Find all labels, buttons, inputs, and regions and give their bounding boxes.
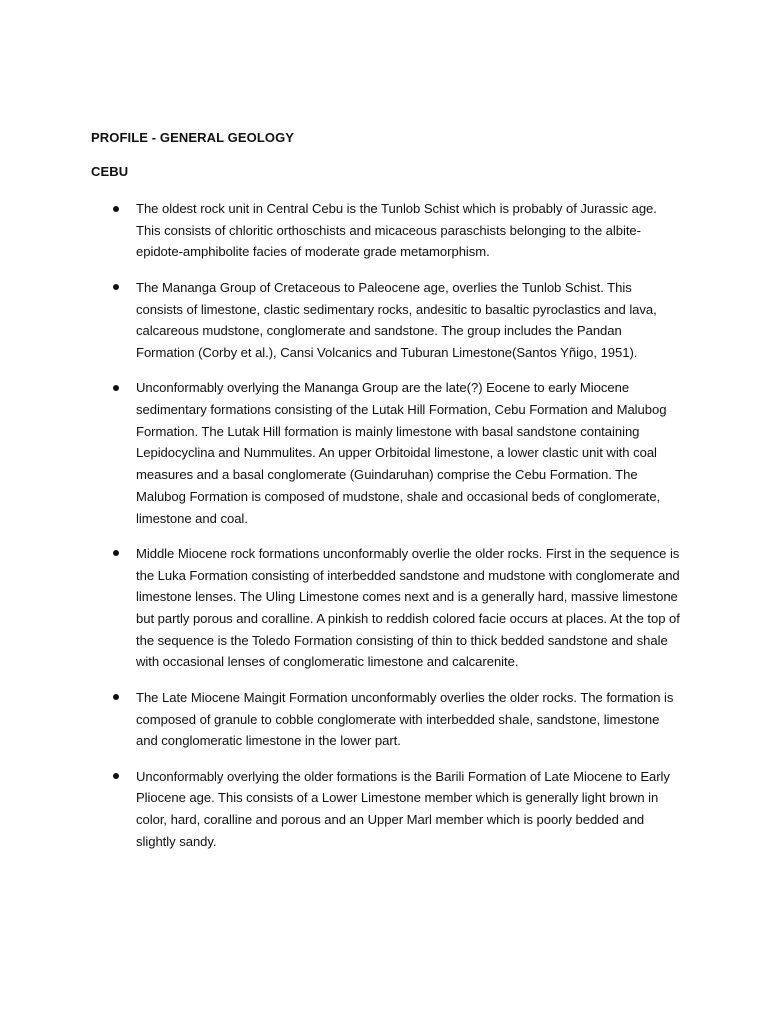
bullet-item xyxy=(0,543,768,673)
section-heading-cebu: CEBU xyxy=(91,164,129,179)
bullet-list xyxy=(0,198,768,866)
bullet-icon xyxy=(113,206,119,212)
bullet-item xyxy=(0,277,768,364)
bullet-text: The oldest rock unit in Central Cebu is the Tunlob Schist which is probably of Jurassic age. This consists of chloritic orthoschists and micaceous paraschists belonging to the albite-epidote-amphibolite facies of moderate grade metamorphism. xyxy=(136,201,657,260)
bullet-item xyxy=(0,766,768,853)
bullet-text: Unconformably overlying the older formations is the Barili Formation of Late Miocene to Early Pliocene age. This consists of a Lower Limestone member which is generally light brown in color, hard, coralline and porous and an Upper Marl member which is poorly bedded and slightly sandy. xyxy=(136,768,670,849)
bullet-icon xyxy=(113,694,119,700)
bullet-item xyxy=(0,198,768,263)
document-title: PROFILE - GENERAL GEOLOGY xyxy=(91,130,295,145)
bullet-icon xyxy=(113,284,119,290)
bullet-icon xyxy=(113,773,119,779)
bullet-item xyxy=(0,687,768,752)
bullet-text: The Mananga Group of Cretaceous to Paleocene age, overlies the Tunlob Schist. This consists of limestone, clastic sedimentary rocks, andesitic to basaltic pyroclastics and lava, calcareous mudstone, conglomerate and sandstone. The group includes the Pandan Formation (Corby et al.), Cansi Volcanics and Tuburan Limestone(Santos Yñigo, 1951). xyxy=(136,279,657,360)
bullet-icon xyxy=(113,385,119,391)
bullet-text: The Late Miocene Maingit Formation unconformably overlies the older rocks. The formation is composed of granule to cobble conglomerate with interbedded shale, sandstone, limestone and conglomeratic limestone in the lower part. xyxy=(136,689,674,749)
bullet-text: Middle Miocene rock formations unconformably overlie the older rocks. First in the sequence is the Luka Formation consisting of interbedded sandstone and mudstone with conglomerate and limestone lenses. The Uling Limestone comes next and is a generally hard, massive limestone but partly porous and coralline. A pinkish to reddish colored facie occurs at places. At the top of the sequence is the Toledo Formation consisting of thin to thick bedded sandstone and shale with occasional lenses of conglomeratic limestone and calcarenite. xyxy=(136,545,680,670)
bullet-icon xyxy=(113,550,119,556)
bullet-text: Unconformably overlying the Mananga Group are the late(?) Eocene to early Miocene sedimentary formations consisting of the Lutak Hill Formation, Cebu Formation and Malubog Formation. The Lutak Hill formation is mainly limestone with basal sandstone containing Lepidocyclina and Nummulites. An upper Orbitoidal limestone, a lower clastic unit with coal measures and a basal conglomerate (Guindaruhan) comprise the Cebu Formation. The Malubog Formation is composed of mudstone, shale and occasional beds of conglomerate, limestone and coal. xyxy=(136,380,667,526)
bullet-item xyxy=(0,377,768,529)
